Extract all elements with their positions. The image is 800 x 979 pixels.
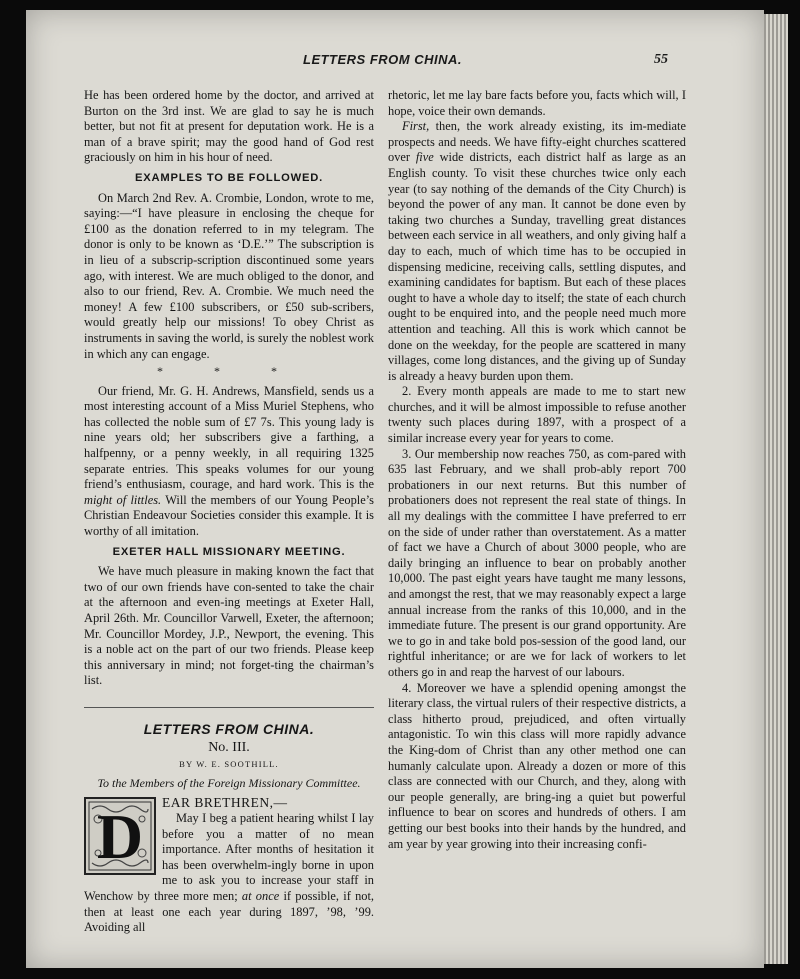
andrews-text-b: Will the members of our Young People’s Christian Endeavour Societies consider this example. It is worthy of all imitation. [84,492,374,539]
first-italic: First, [402,119,430,134]
andrews-paragraph [84,384,374,540]
ornamental-dropcap [84,797,156,875]
rhetoric-paragraph: rhetoric, let me lay bare facts before you, facts which will, I hope, voice their own demands. [388,88,686,118]
page-stack-edge [764,14,788,964]
intro-paragraph: He has been ordered home by the doctor, and arrived at Burton on the 3rd inst. We are glad to say he is much better, but not fit at present for deputation work. He is a man of a brave spirit; may the good hand of God rest graciously on him in his hour of need. [84,88,374,165]
page-number: 55 [654,52,668,67]
letter-number: No. III. [208,739,250,755]
book-page [26,10,764,968]
letter-title: LETTERS FROM CHINA. [143,720,315,737]
page-header [26,52,764,72]
right-column [388,88,686,852]
first-text-a: then, the work already existing, its im-mediate prospects and needs. We have fifty-eight churches scattered over [388,119,686,165]
paragraph-four: 4. Moreover we have a splendid opening amongst the literary class, the virtual rulers of their respective districts, a class hitherto proud, prejudiced, and often virtually antagonistic. To win this class will more rapidly advance the King-dom of Christ than any other method one can humanly calculate upon. Already a dozen or more of this class are connected with our Church, and they, along with our people generally, are bring-ing a quiet but powerful influence to bear on scores and hundreds of others. I am getting our best books into their hands by the hundred, and am year by year growing into their increasing confi- [388,680,686,851]
asterism-divider: * * * [157,364,301,379]
section-heading-examples: EXAMPLES TO BE FOLLOWED. [134,171,324,184]
letter-text-b: if possible, if not, then at least one each year during 1897, ’98, ’99. Avoiding all [84,888,374,935]
letter-byline: BY W. E. SOOTHILL. [179,759,279,770]
left-column [84,88,374,936]
first-text-b: wide districts, each district half as large as an English county. To visit these churches twice only each year (to say nothing of the demands of the City Church) is beyond the power of any man. It cannot be done even by taking two churches a Sunday, travelling great distances between each service in all weathers, and only giving half a day to each, much of which time has to be occupied in dispensing medicine, receiving calls, settling disputes, and examining candidates for baptism. But each of these places ought to have a whole day to itself; the state of each church ought to be enquired into, and the people need much more attention and teaching. All this is work which cannot be done on the weekday, for the people are scattered in many villages, come long distances, and the giving up of Sunday is already a heavy burden upon them. [388,150,686,383]
section-heading-exeter: EXETER HALL MISSIONARY MEETING. [112,545,346,558]
andrews-text-a: Our friend, Mr. G. H. Andrews, Mansfield, sends us a most interesting account of a Miss Muriel Stephens, who has collected the noble sum of £7 7s. This young lady is nine years old; her subscribers give a farthing, a halfpenny, or a penny weekly, in all requiring 1325 separate entries. This speaks volumes for our young friend’s enthusiasm, courage, and hard work. This is the [84,383,374,492]
section-rule [84,707,374,708]
crombie-paragraph: On March 2nd Rev. A. Crombie, London, wrote to me, saying:—“I have pleasure in enclosing the cheque for £100 as the donation referred to in my telegram. The donor is only to be known as ‘D.E.’” The subscription is in lieu of a subscrip-scription discontinued some years ago, with interest. We are much obliged to the donor, and also to our friend, Rev. A. Crombie. We much need the money! A few £100 subscribers, or £50 sub-scribers, would greatly help our missions! To obey Christ as instruments in saving the world, is surely the noblest work in which any can engage. [84,190,374,361]
first-paragraph [388,119,686,384]
paragraph-three: 3. Our membership now reaches 750, as com-pared with 635 last February, and we shall prob-ably report 700 probationers in our next returns. But this number of probationers does not represent the real state of things. In all my dealings with the committee I have preferred to err on the side of under rather than overstatement. As a matter of fact we have a Church of about 3000 people, who are daily bringing an influence to bear on probably another 10,000. The past eight years have taught me many lessons, and amongst the rest, that we may reasonably expect a large annual increase from the ranks of this 10,000, and in the immediate future. The present is our grand opportunity. Are we to go in and take bold pos-session of the good land, our rightful inheritance; or are we for lack of workers to let others go in and reap the harvest of our labours. [388,446,686,679]
dropcap-letter: D [96,800,144,872]
salutation: EAR BRETHREN,— [162,795,288,811]
andrews-italic: might of littles. [84,492,162,507]
letter-italic: at once [241,888,280,903]
letter-dedication: To the Members of the Foreign Missionary Committee. [97,775,361,790]
paragraph-two: 2. Every month appeals are made to me to start new churches, and it will be almost impossible to refuse another twenty such places during 1897, with a prospect of a similar increase every year for years to come. [388,384,686,446]
exeter-paragraph: We have much pleasure in making known the fact that two of our own friends have con-sented to take the chair at the afternoon and even-ing meetings at Exeter Hall, April 26th. Mr. Councillor Varwell, Exeter, the afternoon; Mr. Councillor Mordey, J.P., Newport, the evening. This is a noble act on the part of our two friends. Please keep this anniversary in mind; not forget-ting the chairman’s list. [84,564,374,688]
letter-body [84,795,374,935]
letter-text-a: May I beg a patient hearing whilst I lay before you a matter of no mean importance. After months of hesitation it has been overwhelm-ingly borne in upon me to ask you to increase your staff in Wenchow by three more men; [84,810,374,903]
running-title: LETTERS FROM CHINA. [303,52,462,67]
five-italic: five [415,150,434,165]
